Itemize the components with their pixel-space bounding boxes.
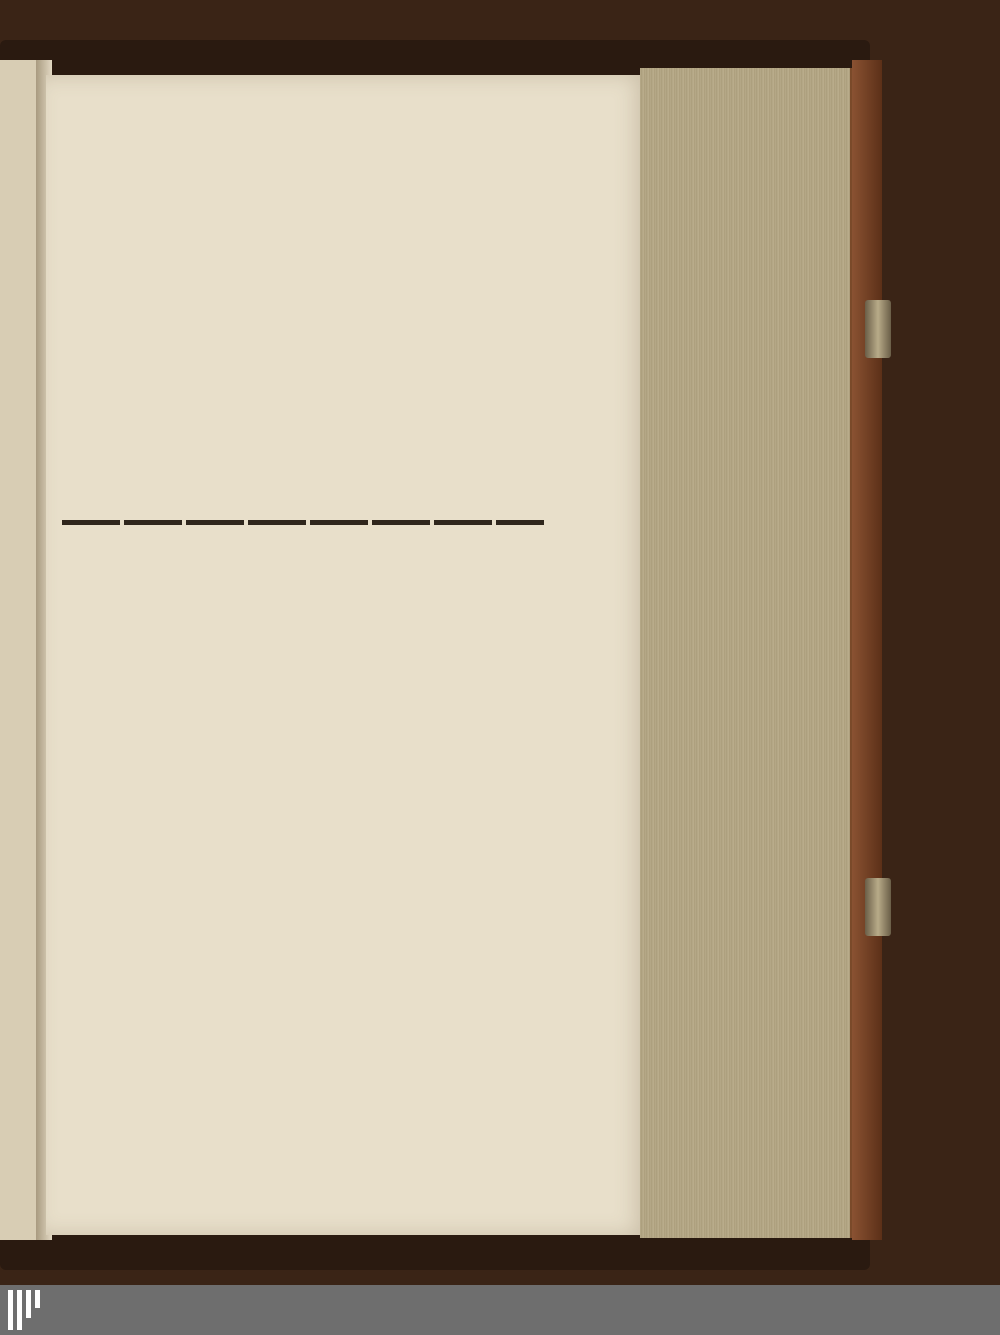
divider-rule <box>62 520 544 525</box>
right-page <box>46 75 646 1235</box>
clasp-lower <box>865 878 891 936</box>
library-logo-icon <box>8 1290 42 1330</box>
clasp-upper <box>865 300 891 358</box>
dropcap <box>60 672 120 758</box>
library-footer <box>0 1285 1000 1335</box>
page-edge <box>640 68 856 1238</box>
book-board-edge <box>852 60 882 1240</box>
